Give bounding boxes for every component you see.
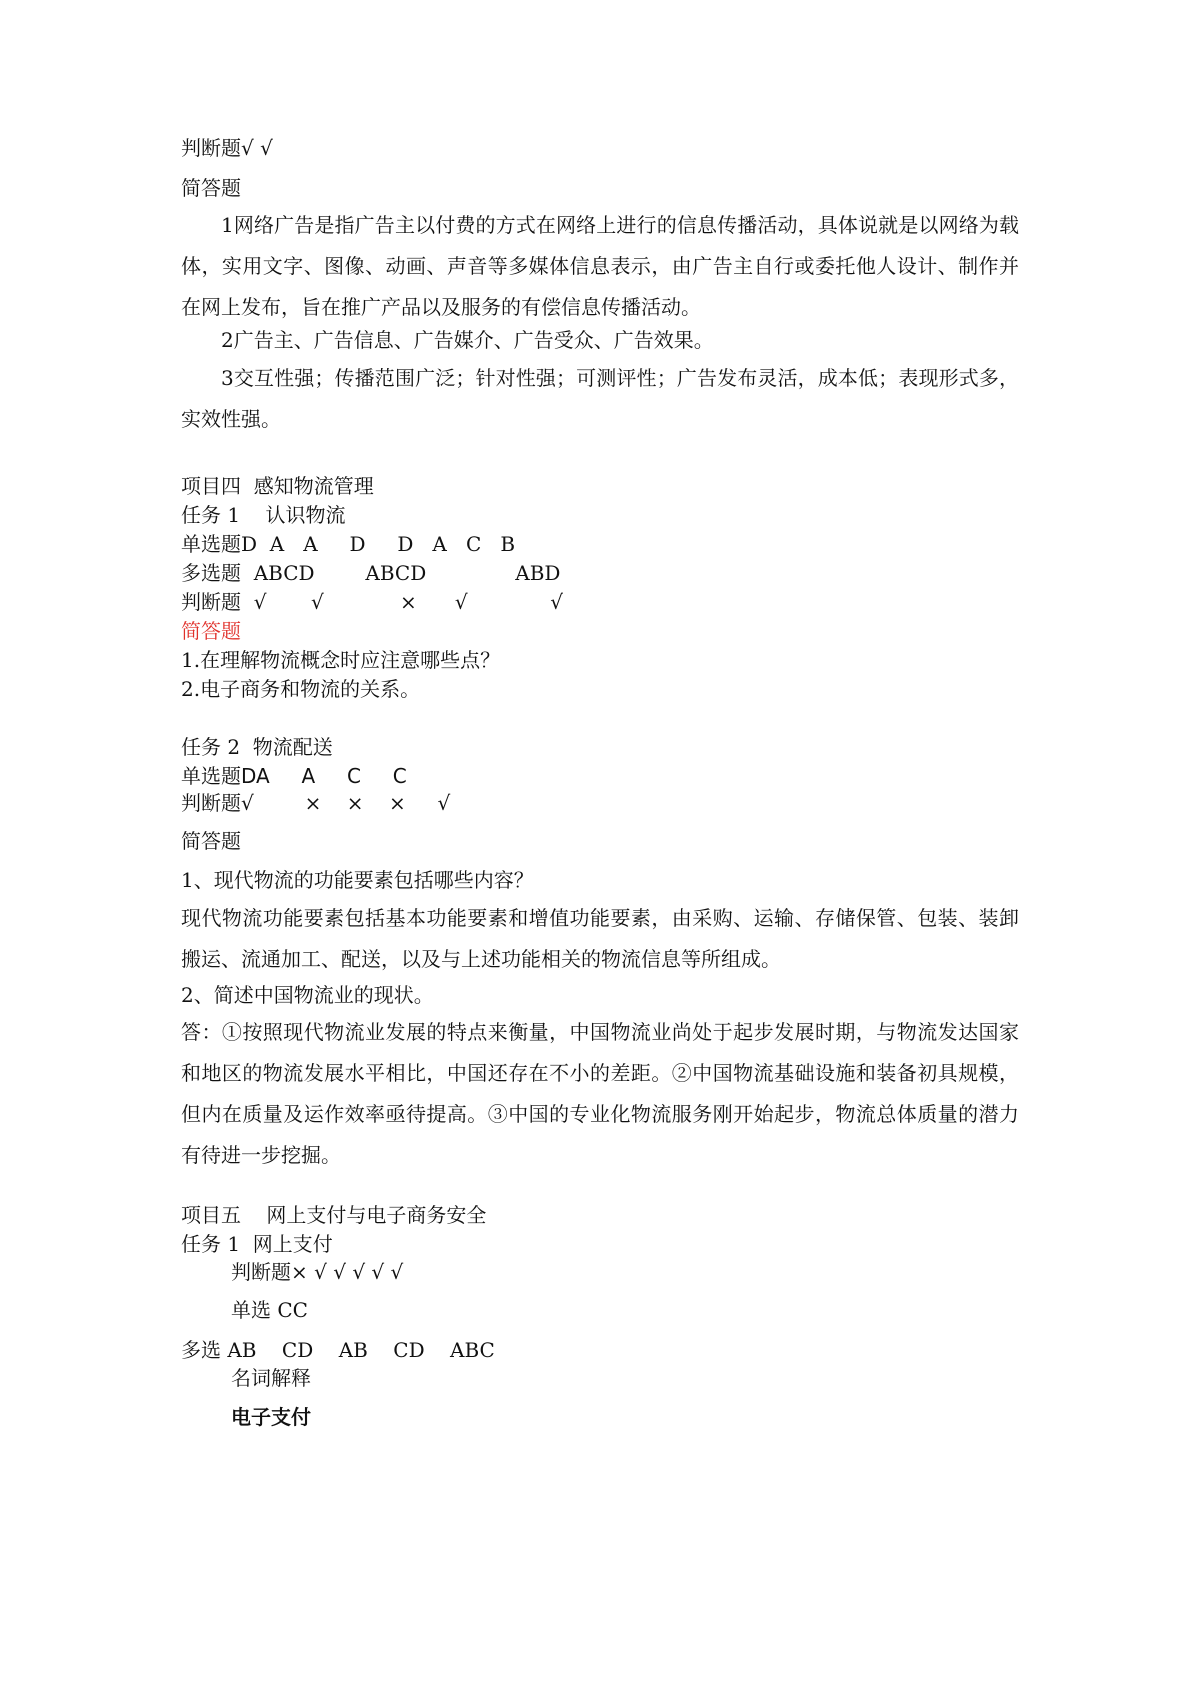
task2-single <box>181 764 407 788</box>
p5-task1-title: 任务 1 网上支付 <box>181 1232 333 1256</box>
line-judge: 判断题√ √ <box>181 136 273 160</box>
task1-title: 任务 1 认识物流 <box>181 503 346 527</box>
task1-judge: 判断题 √ √ × √ √ <box>181 590 564 614</box>
task2-short-heading: 简答题 <box>181 829 241 853</box>
line-short-heading: 简答题 <box>181 176 241 200</box>
project5-title: 项目五 网上支付与电子商务安全 <box>181 1203 487 1227</box>
answer-3: 3交互性强；传播范围广泛；针对性强；可测评性；广告发布灵活，成本低；表现形式多，实效性强。 <box>181 366 1019 431</box>
task2-single-values: DA A C C <box>241 764 407 788</box>
p5-terms-heading: 名词解释 <box>231 1366 311 1390</box>
answer-2: 2广告主、广告信息、广告媒介、广告受众、广告效果。 <box>221 328 714 352</box>
task1-question-1: 1.在理解物流概念时应注意哪些点？ <box>181 648 501 672</box>
task2-title: 任务 2 物流配送 <box>181 735 333 759</box>
task2-question-1: 1、现代物流的功能要素包括哪些内容？ <box>181 868 534 892</box>
task1-single: 单选题D A A D D A C B <box>181 532 516 556</box>
p5-epay-heading: 电子支付 <box>231 1405 311 1429</box>
task1-question-2: 2.电子商务和物流的关系。 <box>181 677 421 701</box>
task1-short-heading: 简答题 <box>181 619 241 643</box>
task2-single-label: 单选题 <box>181 764 241 788</box>
task2-answer-2: 答：①按照现代物流业发展的特点来衡量，中国物流业尚处于起步发展时期，与物流发达国家和地区的物流发展水平相比，中国还存在不小的差距。②中国物流基础设施和装备初具规模，但内在质量及运作效率亟待提高。③中国的专业化物流服务刚开始起步，物流总体质量的潜力有待进一步挖掘。 <box>181 1020 1019 1167</box>
project4-title: 项目四 感知物流管理 <box>181 474 374 498</box>
task2-question-2: 2、简述中国物流业的现状。 <box>181 983 434 1007</box>
answer-1: 1网络广告是指广告主以付费的方式在网络上进行的信息传播活动，具体说就是以网络为载体，实用文字、图像、动画、声音等多媒体信息表示，由广告主自行或委托他人设计、制作并在网上发布，旨在推广产品以及服务的有偿信息传播活动。 <box>181 213 1019 319</box>
p5-single: 单选 CC <box>231 1298 308 1322</box>
p5-multi: 多选 AB CD AB CD ABC <box>181 1338 495 1362</box>
task1-multi: 多选题 ABCD ABCD ABD <box>181 561 561 585</box>
p5-judge: 判断题× √ √ √ √ √ <box>231 1260 404 1284</box>
task2-judge: 判断题√ × × × √ <box>181 791 451 815</box>
task2-answer-1: 现代物流功能要素包括基本功能要素和增值功能要素，由采购、运输、存储保管、包装、装卸搬运、流通加工、配送，以及与上述功能相关的物流信息等所组成。 <box>181 906 1019 971</box>
